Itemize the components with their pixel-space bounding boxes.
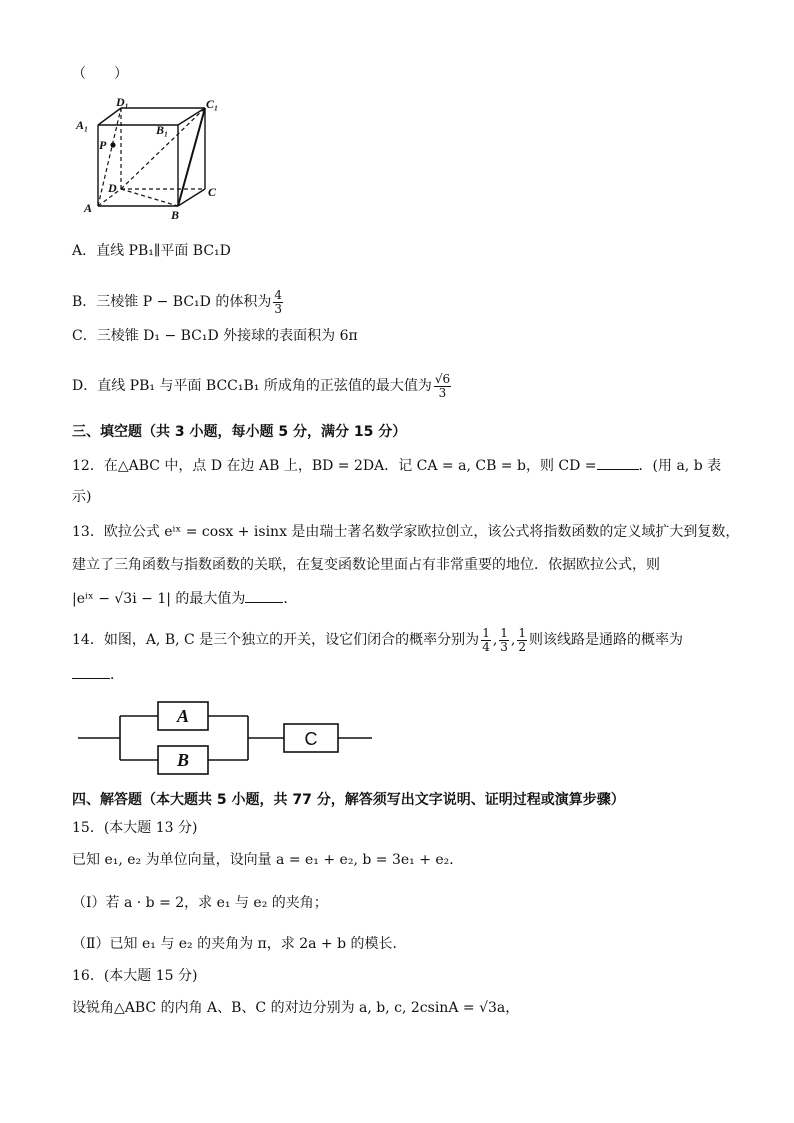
- label-D1: D₁: [116, 96, 129, 109]
- option-d-fraction: $\frac{√6}{3}$: [434, 371, 451, 400]
- q16-head: 16．(本大题 15 分): [72, 968, 198, 984]
- label-B: B: [171, 208, 180, 222]
- option-d: D．直线 PB₁ 与平面 BCC₁B₁ 所成角的正弦值的最大值为 $\frac{√6}{3}$: [72, 371, 451, 400]
- q13-answer-blank: [245, 588, 283, 603]
- label-B1: B₁: [156, 123, 169, 137]
- option-b: B．三棱锥 P − BC₁D 的体积为 $\frac{4}{3}$: [72, 287, 282, 316]
- label-A1: A₁: [76, 118, 89, 132]
- label-C: C: [208, 185, 217, 199]
- q15-part-ii: （Ⅱ）已知 e₁ 与 e₂ 的夹角为 π，求 2a + b 的模长．: [72, 936, 407, 952]
- q15-line1: 已知 e₁, e₂ 为单位向量，设向量 a = e₁ + e₂, b = 3e₁ + e₂．: [72, 852, 464, 868]
- top-paren: （ ）: [72, 66, 128, 82]
- option-b-fraction: $\frac{4}{3}$: [274, 287, 282, 316]
- q13-line3: |eⁱˣ − √3i − 1| 的最大值为 ．: [72, 588, 297, 609]
- label-A: A: [84, 201, 93, 215]
- q16-line1: 设锐角△ABC 的内角 A、B、C 的对边分别为 a, b, c, 2csinA = √3a，: [72, 1000, 520, 1016]
- diag-D-C1: [121, 108, 205, 189]
- section-3-title: 三、填空题（共 3 小题，每小题 5 分，满分 15 分）: [72, 424, 407, 440]
- switch-c-label: C: [304, 729, 318, 749]
- q14-line1: 14．如图，A, B, C 是三个独立的开关，设它们闭合的概率分别为 $\frac{1}{4}$ , $\frac{1}{3}$ , $\frac{1}{2}$ 则该线路是通路的概率为: [72, 625, 684, 654]
- q13-line2: 建立了三角函数与指数函数的关联，在复变函数论里面占有非常重要的地位．依据欧拉公式，则: [72, 557, 660, 573]
- q12-answer-blank: [597, 455, 639, 470]
- q12-line2: 示): [72, 489, 92, 505]
- switch-a-label: A: [176, 706, 190, 726]
- q15-part-i: （Ⅰ）若 a · b = 2，求 e₁ 与 e₂ 的夹角；: [72, 895, 328, 911]
- q12-line1: 12．在△ABC 中，点 D 在边 AB 上，BD = 2DA．记 CA = a, CB = b，则 CD = ．(用 a, b 表: [72, 455, 721, 476]
- diag-D-B: [121, 189, 178, 206]
- q13-line1: 13．欧拉公式 eⁱˣ = cosx + isinx 是由瑞士著名数学家欧拉创立，该公式将指数函数的定义域扩大到复数，: [72, 524, 740, 540]
- point-P: [110, 142, 115, 147]
- switch-b-label: B: [176, 750, 190, 770]
- q14-answer-blank: [72, 664, 110, 679]
- label-P: P: [99, 138, 107, 152]
- q14-line2: ．: [72, 664, 124, 685]
- cube-figure: [72, 96, 222, 226]
- section-4-title: 四、解答题（本大题共 5 小题，共 77 分，解答须写出文字说明、证明过程或演算步骤）: [72, 792, 625, 808]
- option-c: C．三棱锥 D₁ − BC₁D 外接球的表面积为 6π: [72, 328, 358, 344]
- circuit-figure: [78, 696, 378, 782]
- q15-head: 15．(本大题 13 分): [72, 820, 198, 836]
- option-a: A．直线 PB₁∥平面 BC₁D: [72, 243, 231, 259]
- label-D: D: [108, 181, 117, 195]
- label-C1: C₁: [206, 97, 219, 111]
